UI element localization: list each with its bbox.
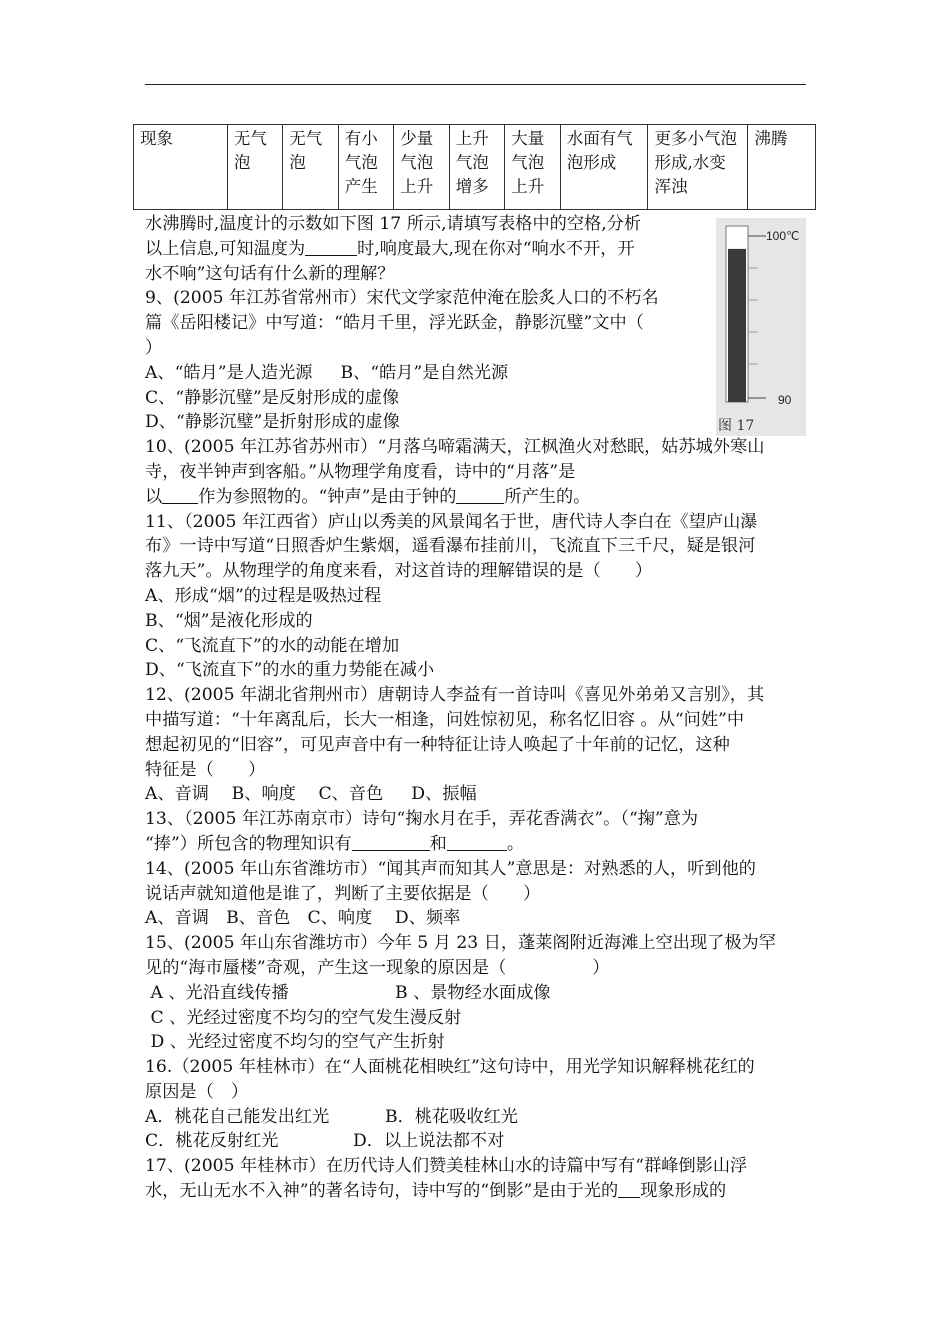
q16-options-ab [145, 1105, 810, 1130]
table-cell: 沸腾 [748, 125, 816, 210]
q17-text: 水，无山无水不入神”的著名诗句，诗中写的“倒影”是由于光的 [145, 1181, 619, 1202]
q15-line: 15、(2005 年山东省潍坊市）今年 5 月 23 日，蓬莱阁附近海滩上空出现了极为罕 [145, 933, 776, 954]
table-cell: 上升气泡增多 [449, 125, 504, 210]
option: C．桃花反射红光 [145, 1131, 279, 1152]
q14-line: 说话声就知道他是谁了，判断了主要依据是（ ） [145, 883, 541, 904]
figure-caption: 图 17 [718, 418, 755, 434]
option: D、“飞流直下”的水的重力势能在减小 [145, 660, 435, 681]
q10-text: 所产生的。 [504, 486, 591, 507]
q16-options-cd [145, 1129, 810, 1154]
q11-line: 11、（2005 年江西省）庐山以秀美的风景闻名于世，唐代诗人李白在《望庐山瀑 [145, 511, 758, 532]
table-cell: 无气泡 [283, 125, 338, 210]
question-content [145, 212, 810, 1204]
q9-options-ab [145, 361, 705, 386]
thermometer-top-label: 100℃ [766, 229, 800, 243]
q8-line: 水沸腾时,温度计的示数如下图 17 所示,请填写表格中的空格,分析 [145, 214, 642, 234]
q10-text: 以 [145, 486, 163, 507]
option: C、“飞流直下”的水的动能在增加 [145, 635, 400, 656]
table-cell: 有小气泡产生 [338, 125, 393, 210]
option: D、“静影沉璧”是折射形成的虚像 [145, 412, 400, 433]
thermometer-bottom-label: 90 [778, 393, 792, 407]
q8-text: 时,响度最大,现在你对“响水不开，开 [357, 238, 635, 259]
q10-text: 作为参照物的。“钟声”是由于钟的 [198, 486, 457, 507]
table-cell: 现象 [134, 125, 228, 210]
table-cell: 大量气泡上升 [505, 125, 560, 210]
q16-line: 原因是（ ） [145, 1081, 249, 1102]
answer-blank [162, 486, 198, 504]
q17-line [145, 1179, 810, 1204]
option: B、“烟”是液化形成的 [145, 610, 313, 631]
table-cell: 少量气泡上升 [394, 125, 449, 210]
option: B 、景物经水面成像 [395, 982, 551, 1003]
answer-blank [618, 1180, 640, 1198]
option: A、“皓月”是人造光源 [145, 362, 313, 383]
q10-line: 寺，夜半钟声到客船。”从物理学角度看，诗中的“月落”是 [145, 461, 576, 482]
q17-line: 17、(2005 年桂林市）在历代诗人们赞美桂林山水的诗篇中写有“群峰倒影山浮 [145, 1156, 748, 1177]
option: A、形成“烟”的过程是吸热过程 [145, 585, 382, 606]
table-cell: 水面有气泡形成 [560, 125, 648, 210]
answer-blank [352, 833, 430, 851]
option: A．桃花自己能发出红光 [145, 1106, 330, 1127]
answer-blank [305, 238, 357, 256]
q16-line: 16.（2005 年桂林市）在“人面桃花相映红”这句诗中，用光学知识解释桃花红的 [145, 1057, 755, 1078]
option: C、“静影沉璧”是反射形成的虚像 [145, 387, 400, 408]
observation-table [133, 124, 816, 210]
q13-text: 和 [429, 833, 447, 854]
q8-line [145, 237, 705, 262]
table-cell: 更多小气泡形成,水变浑浊 [648, 125, 748, 210]
q12-line: 特征是（ ） [145, 759, 266, 780]
answer-blank [447, 833, 507, 851]
q13-line: 13、（2005 年江苏南京市）诗句“掬水月在手，弄花香满衣”。（“掬”意为 [145, 809, 699, 830]
option: D．以上说法都不对 [353, 1131, 505, 1152]
option: D 、光经过密度不均匀的空气产生折射 [145, 1032, 445, 1053]
option: A 、光沿直线传播 [145, 982, 289, 1003]
header-rule [145, 84, 806, 85]
q9-line: ） [145, 337, 163, 358]
q11-line: 布》一诗中写道“日照香炉生紫烟，遥看瀑布挂前川，飞流直下三千尺，疑是银河 [145, 536, 756, 557]
q14-line: 14、(2005 年山东省潍坊市）“闻其声而知其人”意思是：对熟悉的人，听到他的 [145, 858, 756, 879]
q9-line: 9、(2005 年江苏省常州市）宋代文学家范仲淹在脍炙人口的不朽名 [145, 288, 659, 309]
q10-line [145, 485, 810, 510]
q15-options-ab [145, 981, 810, 1006]
q13-line [145, 832, 810, 857]
q17-text: 现象形成的 [640, 1181, 727, 1202]
q10-line: 10、(2005 年江苏省苏州市）“月落乌啼霜满天，江枫渔火对愁眠，姑苏城外寒山 [145, 437, 765, 458]
q14-options: A、音调 B、音色 C、响度 D、频率 [145, 908, 461, 929]
table-row [134, 125, 816, 210]
q12-line: 12、(2005 年湖北省荆州市）唐朝诗人李益有一首诗叫《喜见外弟弟又言别》，其 [145, 685, 765, 706]
q13-text: “捧”）所包含的物理知识有 [145, 833, 352, 854]
q13-text: 。 [506, 833, 525, 854]
option: C 、光经过密度不均匀的空气发生漫反射 [145, 1007, 462, 1028]
q9-line: 篇《岳阳楼记》中写道：“皓月千里，浮光跃金，静影沉璧”文中（ [145, 313, 644, 334]
q12-line: 想起初见的“旧容”，可见声音中有一种特征让诗人唤起了十年前的记忆，这种 [145, 734, 730, 755]
table-cell: 无气泡 [227, 125, 282, 210]
option: B．桃花吸收红光 [385, 1106, 518, 1127]
q11-line: 落九天”。从物理学的角度来看，对这首诗的理解错误的是（ ） [145, 561, 653, 582]
answer-blank [456, 486, 504, 504]
q12-line: 中描写道：“十年离乱后，长大一相逢，问姓惊初见，称名忆旧容 。从“问姓”中 [145, 709, 745, 730]
q8-text: 以上信息,可知温度为 [145, 238, 306, 259]
q15-line: 见的“海市蜃楼”奇观，产生这一现象的原因是（ ） [145, 957, 610, 978]
option: B、“皓月”是自然光源 [340, 362, 509, 383]
q12-options: A、音调 B、响度 C、音色 D、振幅 [145, 784, 477, 805]
q8-line: 水不响”这句话有什么新的理解？ [145, 263, 395, 284]
